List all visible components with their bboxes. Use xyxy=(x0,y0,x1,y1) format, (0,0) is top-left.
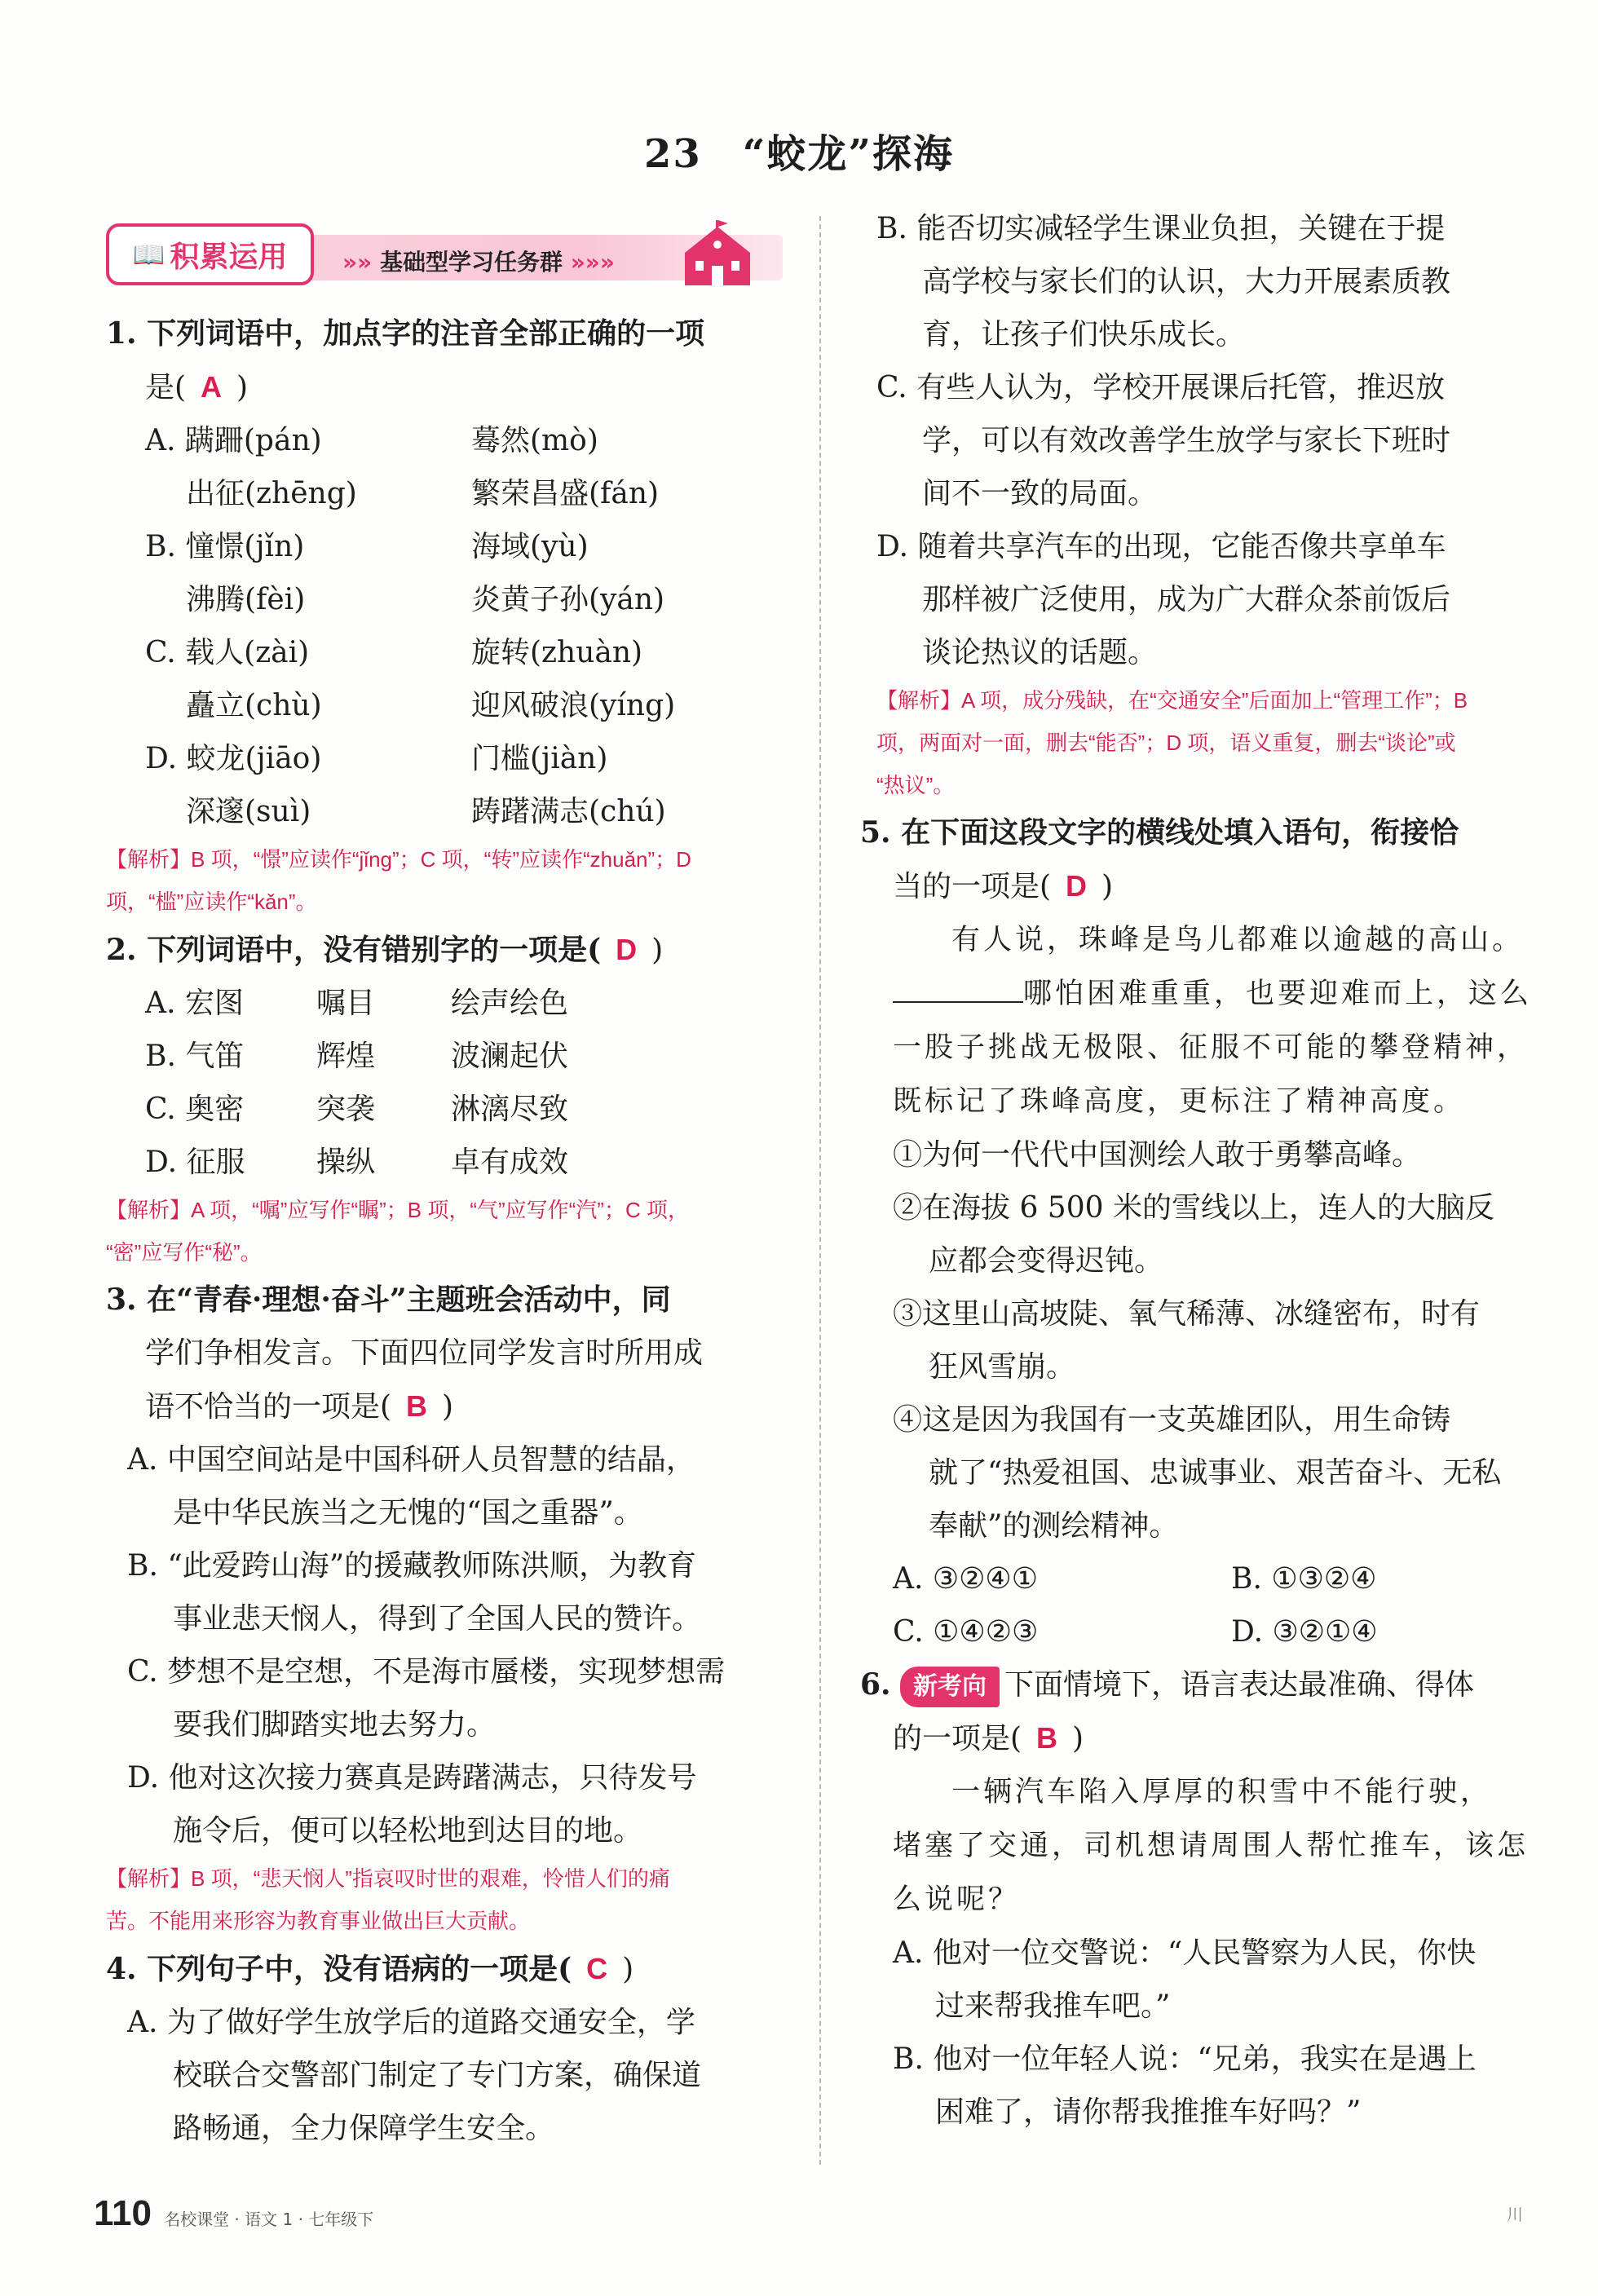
option-text: D. 征服 xyxy=(145,1146,245,1179)
lesson-title: 23 “蛟龙”探海 xyxy=(643,131,955,177)
option-row xyxy=(106,626,783,679)
option-text: 沸腾(fèi) xyxy=(186,583,306,616)
question-1-answer: A xyxy=(201,370,223,404)
option-d-cont: 那样被广泛使用，成为广大群众茶前饭后 xyxy=(922,583,1451,616)
option-text: A. 宏图 xyxy=(145,987,244,1020)
question-3-stem-2: 学们争相发言。下面四位同学发言时所用成 xyxy=(145,1336,704,1370)
chevron-left-icon: »» xyxy=(342,249,373,276)
question-1-stem xyxy=(106,307,783,360)
question-5-stem-2 xyxy=(876,859,1529,913)
question-3-stem-3 xyxy=(106,1380,783,1433)
option-text: B. ①③②④ xyxy=(1231,1562,1377,1596)
option-a-cont: 路畅通，全力保障学生安全。 xyxy=(173,2112,555,2145)
option-b: B. 他对一位年轻人说：“兄弟，我实在是遇上 xyxy=(893,2042,1477,2076)
option-text: 门槛(jiàn) xyxy=(471,742,608,775)
section-tag xyxy=(106,223,314,285)
question-1-paren: ) xyxy=(236,371,249,404)
question-3-answer: B xyxy=(406,1389,428,1423)
option-text: D. 蛟龙(jiāo) xyxy=(145,742,322,775)
option-b: B. “此爱跨山海”的援藏教师陈洪顺，为教育 xyxy=(127,1549,697,1583)
question-3-text: 语不恰当的一项是( xyxy=(145,1390,392,1424)
question-4-stem xyxy=(106,1942,783,1996)
option-text: 蓦然(mò) xyxy=(471,424,598,457)
question-6-answer: B xyxy=(1036,1721,1058,1755)
option-text: B. 气笛 xyxy=(145,1040,245,1073)
option-text: 出征(zhēng) xyxy=(186,477,357,510)
option-c-cont: 学，可以有效改善学生放学与家长下班时 xyxy=(922,424,1451,457)
question-1-text: 1. 下列词语中，加点字的注音全部正确的一项 xyxy=(106,316,705,351)
question-5-text: 当的一项是( xyxy=(893,870,1052,903)
question-6-paren: ) xyxy=(1072,1722,1084,1755)
question-6 xyxy=(860,1658,1530,2139)
question-5-answer: D xyxy=(1066,869,1088,903)
column-divider xyxy=(819,216,821,2165)
passage-line: 堵塞了交通，司机想请周围人帮忙推车，该怎 xyxy=(893,1830,1530,1862)
option-row xyxy=(106,679,783,732)
passage-line: 一辆汽车陷入厚厚的积雪中不能行驶， xyxy=(951,1776,1493,1808)
option-text: 绘声绘色 xyxy=(451,987,569,1020)
option-text: 炎黄子孙(yán) xyxy=(471,583,665,616)
section-banner xyxy=(106,220,783,298)
question-6-text-2: 的一项是( xyxy=(893,1722,1022,1755)
option-text: 操纵 xyxy=(316,1146,376,1179)
option-c-cont: 间不一致的局面。 xyxy=(922,477,1158,510)
option-d: D. 随着共享汽车的出现，它能否像共享单车 xyxy=(876,530,1446,563)
question-5-stem: 5. 在下面这段文字的横线处填入语句，衔接恰 xyxy=(860,815,1459,850)
option-row xyxy=(106,520,783,573)
explanation: “热议”。 xyxy=(876,773,955,797)
passage-line: 么说呢？ xyxy=(893,1883,1021,1916)
book-icon: 📖 xyxy=(132,239,166,270)
passage-line xyxy=(876,967,1533,1021)
option-b-cont: 育，让孩子们快乐成长。 xyxy=(922,318,1246,351)
option-row xyxy=(106,1083,783,1136)
option-text: A. ③②④① xyxy=(893,1562,1038,1596)
option-text: 波澜起伏 xyxy=(451,1040,569,1073)
option-text: 迎风破浪(yíng) xyxy=(471,689,676,722)
option-text: 深邃(suì) xyxy=(186,795,311,828)
right-column xyxy=(860,202,1533,2139)
option-text: 辉煌 xyxy=(316,1040,376,1073)
sentence-4-cont: 就了“热爱祖国、忠诚事业、艰苦奋斗、无私 xyxy=(929,1456,1502,1490)
question-4-paren: ) xyxy=(622,1953,634,1986)
option-c: C. 梦想不是空想，不是海市蜃楼，实现梦想需 xyxy=(127,1655,726,1689)
option-text: C. 奥密 xyxy=(145,1093,245,1126)
section-subtitle xyxy=(342,245,615,277)
question-1 xyxy=(106,307,783,923)
book-info: 名校课堂 · 语文 1 · 七年级下 xyxy=(164,2210,374,2229)
option-text: 踌躇满志(chú) xyxy=(471,795,666,828)
option-d-cont: 谈论热议的话题。 xyxy=(922,636,1158,669)
question-6-number: 6. xyxy=(860,1667,891,1702)
question-1-text-2: 是( xyxy=(145,371,187,404)
question-3-paren: ) xyxy=(442,1390,454,1424)
explanation: 【解析】A 项，成分残缺，在“交通安全”后面加上“管理工作”；B xyxy=(876,688,1468,713)
sentence-4-cont: 奉献”的测绘精神。 xyxy=(929,1509,1179,1543)
sentence-2: ②在海拔 6 500 米的雪线以上，连人的大脑反 xyxy=(893,1191,1494,1225)
corner-mark: 川 xyxy=(1507,2205,1523,2224)
explanation: 【解析】B 项，“憬”应读作“jǐng”；C 项，“转”应读作“zhuǎn”；D xyxy=(106,847,691,872)
option-row xyxy=(106,785,783,838)
option-text: 嘱目 xyxy=(316,987,376,1020)
explanation: 【解析】B 项，“悲天悯人”指哀叹时世的艰难，怜惜人们的痛 xyxy=(106,1866,670,1891)
option-text: 卓有成效 xyxy=(451,1146,569,1179)
option-d-cont: 施令后，便可以轻松地到达目的地。 xyxy=(173,1814,643,1848)
section-tag-label: 积累运用 xyxy=(170,240,288,274)
option-row xyxy=(106,414,783,467)
option-a: A. 他对一位交警说：“人民警察为人民，你快 xyxy=(893,1936,1477,1970)
page-footer xyxy=(94,2193,373,2234)
question-3-stem: 3. 在“青春·理想·奋斗”主题班会活动中，同 xyxy=(106,1283,671,1317)
option-b-cont: 高学校与家长们的认识，大力开展素质教 xyxy=(922,265,1451,298)
question-4 xyxy=(106,1942,783,2155)
explanation: 苦。不能用来形容为教育事业做出巨大贡献。 xyxy=(106,1909,531,1933)
explanation: “密”应写作“秘”。 xyxy=(106,1240,262,1265)
chevron-right-icon: »»» xyxy=(570,249,615,276)
option-row xyxy=(876,1605,1529,1658)
sentence-1: ①为何一代代中国测绘人敢于勇攀高峰。 xyxy=(893,1138,1422,1172)
option-text: 旋转(zhuàn) xyxy=(471,636,643,669)
sentence-3-cont: 狂风雪崩。 xyxy=(929,1350,1076,1384)
left-column xyxy=(106,220,783,2155)
option-text: C. 载人(zài) xyxy=(145,636,310,669)
option-text: 淋漓尽致 xyxy=(451,1093,569,1126)
option-row xyxy=(106,467,783,520)
question-2-paren: ) xyxy=(651,934,664,967)
option-row xyxy=(876,1552,1529,1605)
option-b-cont: 事业悲天悯人，得到了全国人民的赞许。 xyxy=(173,1602,702,1636)
option-text: B. 憧憬(jǐn) xyxy=(145,530,305,563)
question-2-stem xyxy=(106,923,783,977)
passage-line: 一股子挑战无极限、征服不可能的攀登精神， xyxy=(893,1031,1530,1064)
option-a-cont: 过来帮我推车吧。” xyxy=(935,1989,1171,2023)
question-6-stem-2 xyxy=(876,1711,1529,1765)
option-text: A. 蹒跚(pán) xyxy=(145,424,322,457)
school-building-icon xyxy=(681,220,754,289)
option-row xyxy=(106,1030,783,1083)
explanation: 项，两面对一面，删去“能否”；D 项，语义重复，删去“谈论”或 xyxy=(876,731,1456,755)
option-row xyxy=(106,1136,783,1189)
sentence-4: ④这是因为我国有一支英雄团队，用生命铸 xyxy=(893,1403,1451,1437)
option-a-cont: 校联合交警部门制定了专门方案，确保道 xyxy=(173,2059,702,2092)
question-4-answer: C xyxy=(586,1952,608,1985)
option-a: A. 中国空间站是中国科研人员智慧的结晶， xyxy=(127,1443,695,1477)
option-text: 突袭 xyxy=(316,1093,376,1126)
question-1-stem-2 xyxy=(106,360,783,414)
question-2-text: 2. 下列词语中，没有错别字的一项是( xyxy=(106,933,602,967)
option-row xyxy=(106,977,783,1030)
question-6-stem xyxy=(860,1658,1529,1711)
question-4-text: 4. 下列句子中，没有语病的一项是( xyxy=(106,1952,572,1986)
option-text: C. ①④②③ xyxy=(893,1615,1039,1649)
fill-blank[interactable] xyxy=(893,977,1023,1003)
page-number: 110 xyxy=(94,2193,152,2233)
new-trend-badge: 新考向 xyxy=(900,1667,1000,1707)
option-a-cont: 是中华民族当之无愧的“国之重器”。 xyxy=(173,1496,643,1530)
option-row xyxy=(106,732,783,785)
option-c: C. 有些人认为，学校开展课后托管，推迟放 xyxy=(876,371,1446,404)
option-text: 矗立(chù) xyxy=(186,689,322,722)
question-2 xyxy=(106,923,783,1274)
sentence-3: ③这里山高坡陡、氧气稀薄、冰缝密布，时有 xyxy=(893,1297,1481,1331)
explanation: 【解析】A 项，“嘱”应写作“瞩”；B 项，“气”应写作“汽”；C 项， xyxy=(106,1198,689,1222)
question-5-paren: ) xyxy=(1101,870,1114,903)
question-3 xyxy=(106,1274,783,1942)
option-text: 繁荣昌盛(fán) xyxy=(471,477,660,510)
option-text: 海域(yù) xyxy=(471,530,589,563)
passage-line: 既标记了珠峰高度，更标注了精神高度。 xyxy=(893,1085,1466,1118)
option-text: D. ③②①④ xyxy=(1231,1615,1378,1649)
option-row xyxy=(106,573,783,626)
section-subtitle-text: 基础型学习任务群 xyxy=(379,249,563,276)
question-5 xyxy=(860,806,1533,1658)
option-d: D. 他对这次接力赛真是踌躇满志，只待发号 xyxy=(127,1761,697,1795)
option-b-cont: 困难了，请你帮我推推车好吗？” xyxy=(935,2095,1362,2129)
option-a: A. 为了做好学生放学后的道路交通安全，学 xyxy=(127,2006,695,2039)
passage-line: 有人说，珠峰是鸟儿都难以逾越的高山。 xyxy=(951,924,1525,956)
option-c-cont: 要我们脚踏实地去努力。 xyxy=(173,1708,497,1742)
explanation: 项，“槛”应读作“kǎn”。 xyxy=(106,890,317,914)
question-2-answer: D xyxy=(616,933,638,966)
sentence-2-cont: 应都会变得迟钝。 xyxy=(929,1244,1164,1278)
question-6-text: 下面情境下，语言表达最准确、得体 xyxy=(1004,1668,1475,1702)
option-b: B. 能否切实减轻学生课业负担，关键在于提 xyxy=(876,212,1446,245)
passage-text: 哪怕困难重重，也要迎难而上，这么 xyxy=(1023,978,1533,1010)
